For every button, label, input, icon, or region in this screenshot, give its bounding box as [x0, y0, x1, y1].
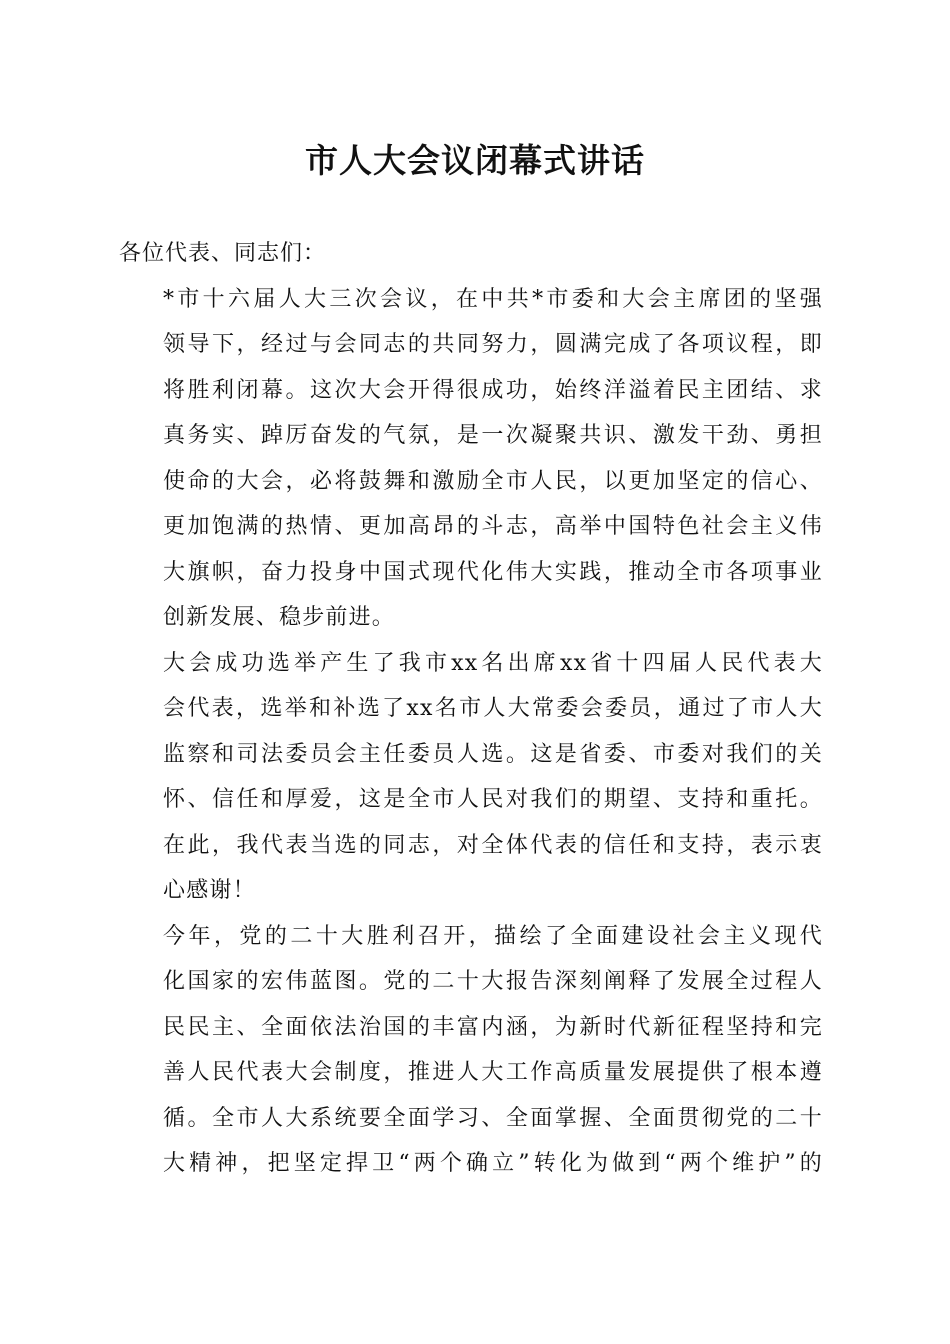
salutation: 各位代表、同志们：	[119, 241, 327, 266]
paragraph-line: 更加饱满的热情、更加高昂的斗志，高举中国特色社会主义伟	[163, 514, 823, 539]
paragraph-line: 大会成功选举产生了我市xx名出席xx省十四届人民代表大	[163, 650, 823, 676]
paragraph-3	[119, 914, 823, 1187]
paragraph-line: 循。全市人大系统要全面学习、全面掌握、全面贯彻党的二十	[163, 1105, 823, 1131]
paragraph-line: 大旗帜，奋力投身中国式现代化伟大实践，推动全市各项事业	[163, 559, 823, 585]
paragraph-line: 化国家的宏伟蓝图。党的二十大报告深刻阐释了发展全过程人	[163, 969, 823, 994]
paragraph-line: 民民主、全面依法治国的丰富内涵，为新时代新征程坚持和完	[163, 1014, 823, 1040]
paragraph-line: 今年，党的二十大胜利召开，描绘了全面建设社会主义现代	[163, 923, 823, 949]
paragraph-line: 创新发展、稳步前进。	[163, 605, 396, 630]
paragraph-line: 会代表，选举和补选了xx名市人大常委会委员，通过了市人大	[163, 696, 823, 721]
paragraph-line: 领导下，经过与会同志的共同努力，圆满完成了各项议程，即	[163, 332, 823, 357]
paragraph-line: 使命的大会，必将鼓舞和激励全市人民，以更加坚定的信心、	[163, 468, 823, 494]
paragraph-line: 将胜利闭幕。这次大会开得很成功，始终洋溢着民主团结、求	[163, 377, 823, 403]
paragraph-line: 善人民代表大会制度，推进人大工作高质量发展提供了根本遵	[163, 1060, 823, 1085]
paragraph-line: 怀、信任和厚爱，这是全市人民对我们的期望、支持和重托。	[163, 787, 823, 812]
paragraph-line: *市十六届人大三次会议，在中共*市委和大会主席团的坚强	[163, 286, 823, 312]
paragraph-2	[119, 641, 823, 914]
document-title: 市人大会议闭幕式讲话	[305, 141, 645, 180]
document-body	[119, 231, 823, 1187]
paragraph-line: 心感谢！	[163, 878, 256, 903]
paragraph-line: 真务实、踔厉奋发的气氛，是一次凝聚共识、激发干劲、勇担	[163, 423, 823, 448]
paragraph-line: 监察和司法委员会主任委员人选。这是省委、市委对我们的关	[163, 741, 823, 767]
paragraph-line: 在此，我代表当选的同志，对全体代表的信任和支持，表示衷	[163, 832, 823, 858]
paragraph-line: 大精神，把坚定捍卫“两个确立”转化为做到“两个维护”的	[163, 1151, 823, 1176]
paragraph-1	[119, 277, 823, 641]
